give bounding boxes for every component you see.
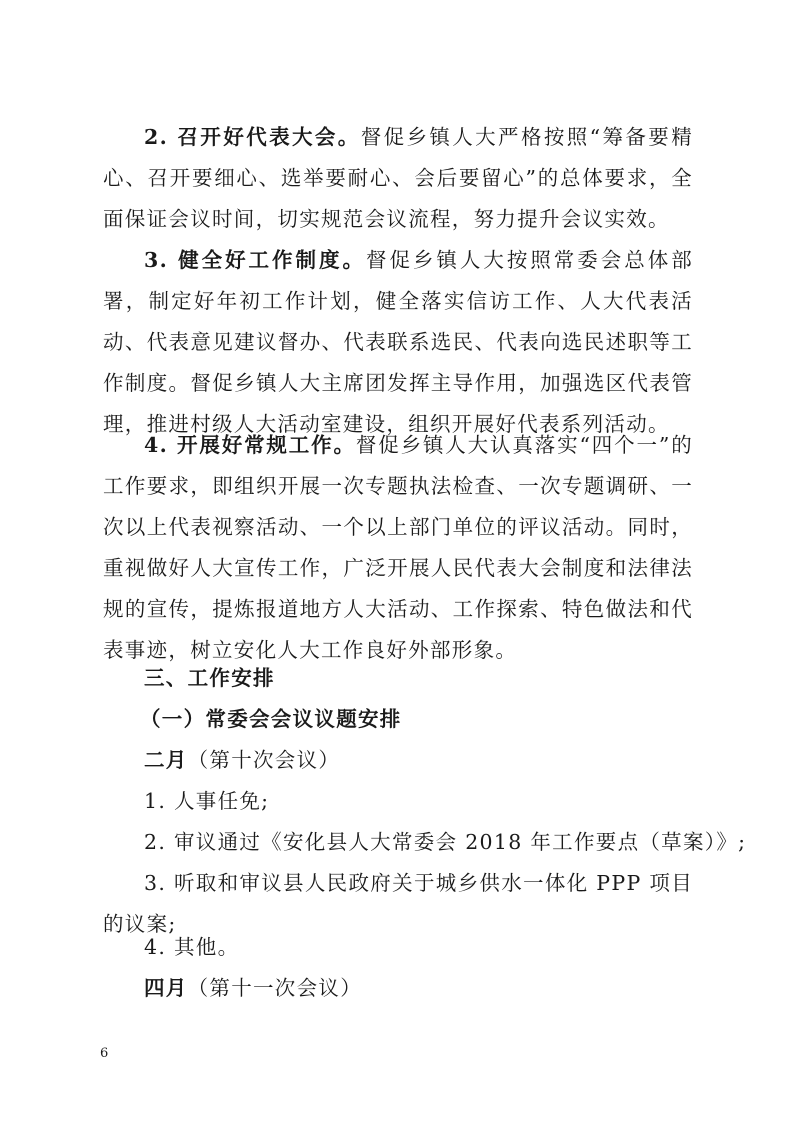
paragraph-lead: 3. 健全好工作制度。 (144, 248, 366, 272)
subsection-heading: （一）常委会会议议题安排 (140, 707, 402, 731)
agenda-item: 3. 听取和审议县人民政府关于城乡供水一体化 PPP 项目的议案; (103, 871, 693, 936)
paragraph-routine-work (103, 425, 693, 671)
february-meeting-heading (144, 740, 340, 781)
paragraph-lead: 2. 召开好代表大会。 (144, 125, 361, 149)
section-heading: 三、工作安排 (144, 666, 275, 690)
paragraph-body: 督促乡镇人大按照常委会总体部署，制定好年初工作计划，健全落实信访工作、人大代表活动、代表意见建议督办、代表联系选民、代表向选民述职等工作制度。督促乡镇人大主席团发挥主导作用，加强选区代表管理，推进村级人大活动室建设，组织开展好代表系列活动。 (103, 248, 694, 436)
month-title: 二月 (144, 748, 188, 772)
meeting-note: （第十次会议） (187, 748, 341, 772)
agenda-item: 4. 其他。 (144, 935, 240, 959)
page-number: 6 (100, 1046, 109, 1061)
paragraph-body: 督促乡镇人大严格按照“筹备要精心、召开要细心、选举要耐心、会后要留心”的总体要求，全面保证会议时间，切实规范会议流程，努力提升会议实效。 (103, 125, 693, 231)
agenda-item: 1. 人事任免; (144, 789, 270, 813)
paragraph-body: 督促乡镇人大认真落实“四个一”的工作要求，即组织开展一次专题执法检查、一次专题调研、一次以上代表视察活动、一个以上部门单位的评议活动。同时，重视做好人大宣传工作，广泛开展人民代表大会制度和法律法规的宣传，提炼报道地方人大活动、工作探索、特色做法和代表事迹，树立安化人大工作良好外部形象。 (103, 433, 693, 662)
april-meeting-heading (144, 968, 362, 1009)
paragraph-work-system (103, 240, 693, 445)
meeting-note: （第十一次会议） (187, 976, 363, 1000)
month-title: 四月 (144, 976, 188, 1000)
agenda-item: 2. 审议通过《安化县人大常委会 2018 年工作要点（草案）》; (144, 830, 747, 854)
paragraph-lead: 4. 开展好常规工作。 (144, 433, 356, 457)
paragraph-representative-congress (103, 117, 693, 240)
